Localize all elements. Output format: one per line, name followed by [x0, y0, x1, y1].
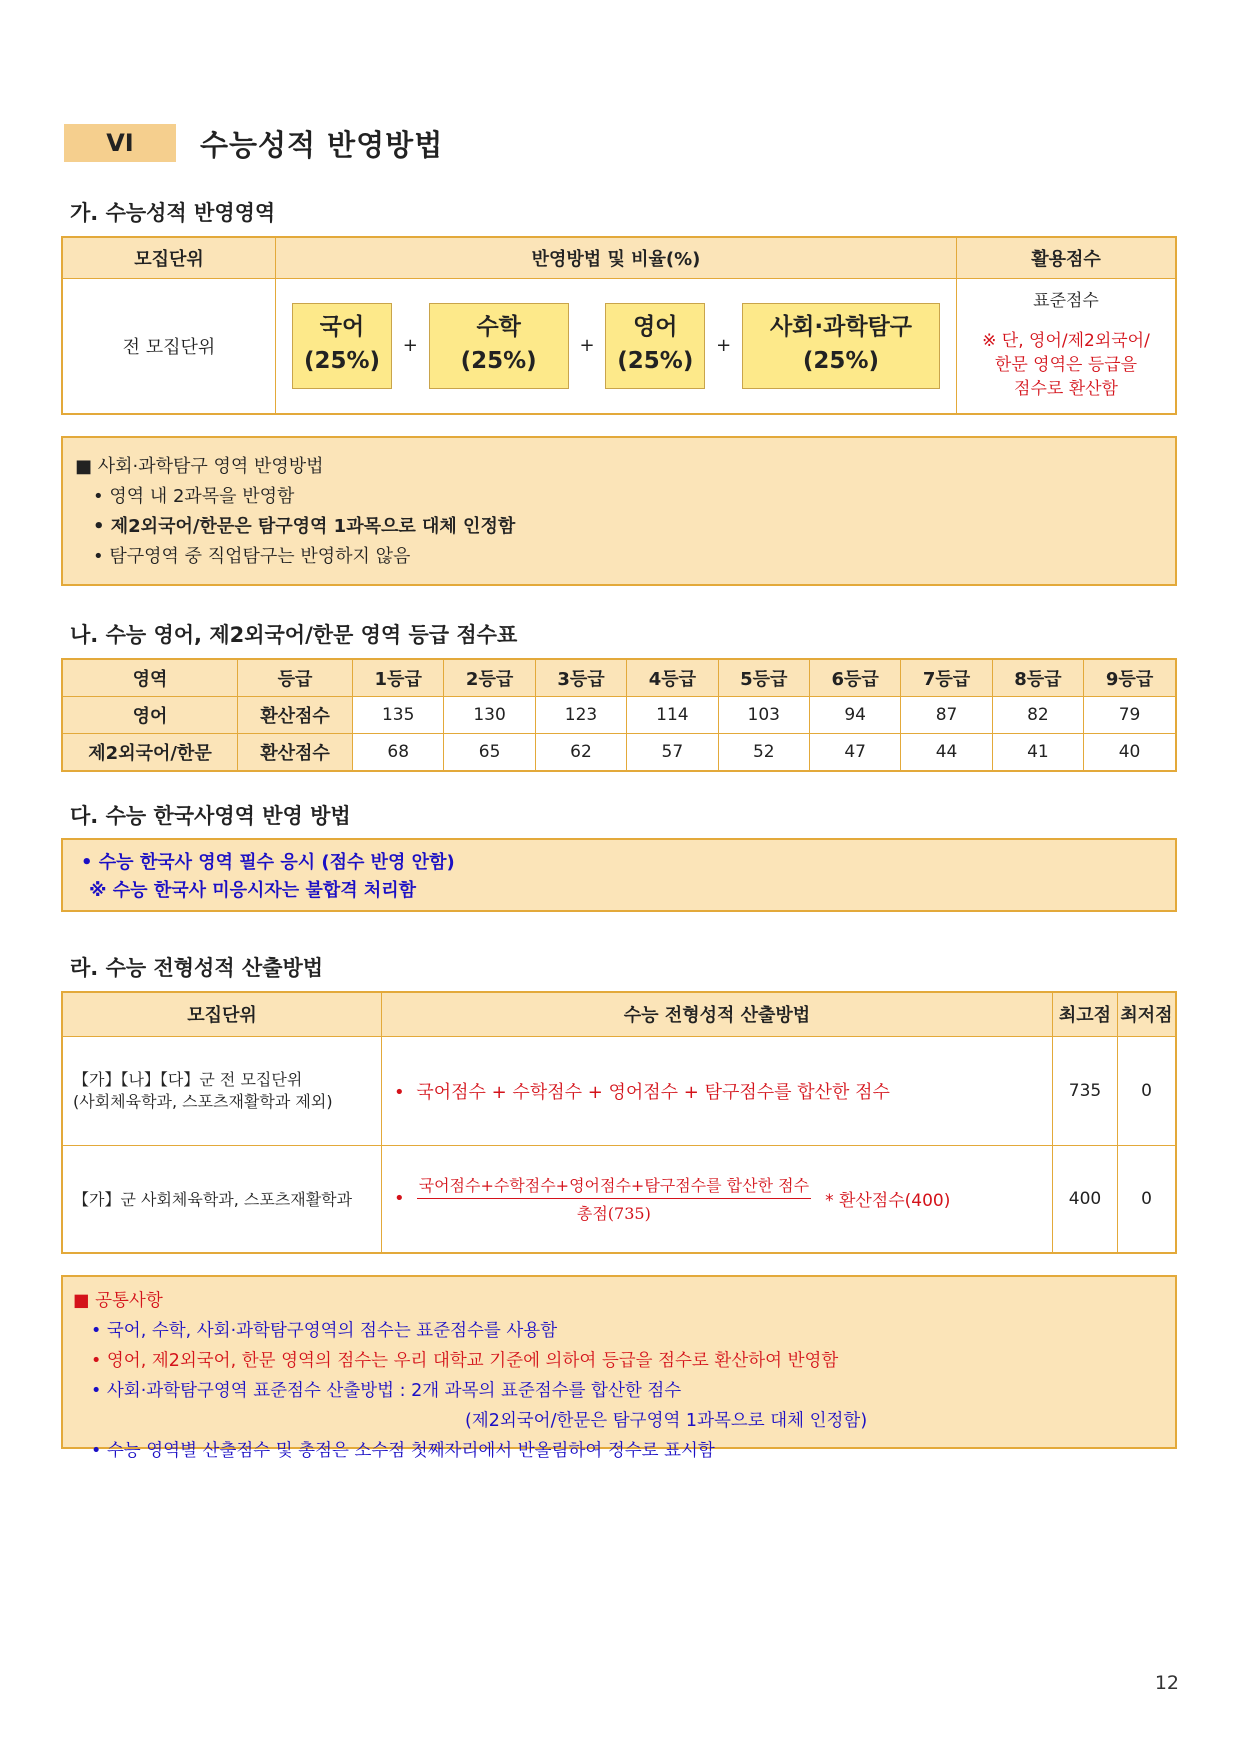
subject-inquiry [742, 303, 940, 389]
common-item: • 수능 영역별 산출점수 및 총점은 소수점 첫째자리에서 반올림하여 정수로 표시함 [91, 1441, 715, 1461]
score-value: 52 [718, 734, 809, 772]
grade-header: 영역 [62, 659, 238, 697]
grade-table [61, 658, 1177, 772]
grade-header: 2등급 [444, 659, 535, 697]
section-a-title: 가. 수능성적 반영영역 [70, 201, 276, 225]
score-value: 82 [992, 697, 1083, 734]
grade-header: 9등급 [1084, 659, 1176, 697]
subject-pct: (25%) [802, 347, 879, 374]
common-item: • 영어, 제2외국어, 한문 영역의 점수는 우리 대학교 기준에 의하여 등급을 점수로 환산하여 반영함 [91, 1351, 839, 1371]
inquiry-note-box [61, 436, 1177, 586]
plus-sign: + [579, 335, 595, 357]
method-cell [382, 1036, 1053, 1145]
subject-pct: (25%) [303, 347, 381, 374]
score-value: 87 [901, 697, 992, 734]
grade-header: 1등급 [353, 659, 444, 697]
chapter-number-box [64, 124, 176, 162]
score-value: 68 [353, 734, 444, 772]
score-value: 130 [444, 697, 535, 734]
method-cell [276, 278, 957, 414]
score-value: 47 [809, 734, 900, 772]
history-line: • 수능 한국사 영역 필수 응시 (점수 반영 안함) [81, 852, 455, 873]
calc-table [61, 991, 1177, 1254]
score-value: 94 [809, 697, 900, 734]
method-formula: 국어점수 + 수학점수 + 영어점수 + 탐구점수를 합산한 점수 [416, 1081, 890, 1103]
score-value: 62 [535, 734, 626, 772]
chapter-title: 수능성적 반영방법 [200, 128, 444, 162]
section-d-title: 라. 수능 전형성적 산출방법 [70, 956, 324, 980]
note-item: • 제2외국어/한문은 탐구영역 1과목으로 대체 인정함 [93, 516, 516, 537]
score-cell [957, 278, 1177, 414]
common-item: (제2외국어/한문은 탐구영역 1과목으로 대체 인정함) [465, 1411, 868, 1431]
grade-header: 5등급 [718, 659, 809, 697]
subject-name: 국어 [319, 313, 365, 340]
unit-line: 【가】【나】【다】군 전 모집단위 [73, 1069, 303, 1089]
subject-korean [292, 303, 392, 389]
grade-header: 등급 [238, 659, 353, 697]
row-area: 영어 [62, 697, 238, 734]
common-notes-box [61, 1275, 1177, 1461]
grade-header: 8등급 [992, 659, 1083, 697]
score-value: 57 [627, 734, 718, 772]
common-item: • 사회·과학탐구영역 표준점수 산출방법 : 2개 과목의 표준점수를 합산한 점수 [91, 1381, 682, 1401]
multiplier: * 환산점수(400) [825, 1191, 951, 1212]
bullet: • [394, 1081, 405, 1103]
min-score: 0 [1118, 1036, 1177, 1145]
plus-sign: + [716, 335, 732, 357]
history-line: ※ 수능 한국사 미응시자는 불합격 처리함 [89, 880, 417, 901]
table-row [62, 734, 1176, 772]
min-score: 0 [1118, 1145, 1177, 1253]
score-value: 114 [627, 697, 718, 734]
score-value: 103 [718, 697, 809, 734]
row-label: 환산점수 [238, 697, 353, 734]
grade-header: 4등급 [627, 659, 718, 697]
subject-name: 영어 [633, 313, 678, 340]
max-score: 735 [1053, 1036, 1118, 1145]
score-note-line: ※ 단, 영어/제2외국어/ [982, 330, 1150, 351]
subject-name: 사회·과학탐구 [769, 313, 912, 340]
subject-pct: (25%) [460, 347, 537, 374]
fraction-numerator: 국어점수+수학점수+영어점수+탐구점수를 합산한 점수 [417, 1173, 811, 1199]
table-row [62, 1145, 1176, 1253]
section-a-table [61, 236, 1177, 415]
grade-header: 3등급 [535, 659, 626, 697]
plus-sign: + [402, 335, 418, 357]
score-value: 41 [992, 734, 1083, 772]
fraction-denominator: 총점(735) [576, 1204, 651, 1224]
score-value: 123 [535, 697, 626, 734]
note-item: • 탐구영역 중 직업탐구는 반영하지 않음 [93, 546, 411, 567]
subject-name: 수학 [476, 313, 521, 340]
bullet: • [394, 1188, 405, 1210]
note-heading: ■ 사회·과학탐구 영역 반영방법 [75, 456, 324, 477]
subject-english [605, 303, 705, 389]
grade-header: 7등급 [901, 659, 992, 697]
col-header-unit: 모집단위 [62, 992, 382, 1036]
col-header-score: 활용점수 [957, 237, 1177, 278]
section-b-title: 나. 수능 영어, 제2외국어/한문 영역 등급 점수표 [70, 623, 518, 647]
chapter-number: VI [106, 129, 134, 157]
note-item: • 영역 내 2과목을 반영함 [93, 486, 295, 507]
col-header-method: 반영방법 및 비율(%) [276, 237, 957, 278]
unit-cell [62, 1036, 382, 1145]
max-score: 400 [1053, 1145, 1118, 1253]
common-heading-text: 공통사항 [95, 1291, 163, 1311]
col-header-max: 최고점 [1053, 992, 1118, 1036]
table-row [62, 697, 1176, 734]
page-number: 12 [1154, 1672, 1179, 1694]
score-value: 44 [901, 734, 992, 772]
section-c-title: 다. 수능 한국사영역 반영 방법 [70, 804, 351, 828]
col-header-min: 최저점 [1118, 992, 1177, 1036]
row-area: 제2외국어/한문 [62, 734, 238, 772]
common-heading [73, 1286, 1175, 1316]
col-header-method: 수능 전형성적 산출방법 [382, 992, 1053, 1036]
row-label: 환산점수 [238, 734, 353, 772]
subject-math [429, 303, 569, 389]
score-value: 40 [1084, 734, 1176, 772]
col-header-unit: 모집단위 [62, 237, 276, 278]
score-note-line: 점수로 환산함 [1014, 378, 1118, 399]
korean-history-note [61, 838, 1177, 912]
subject-pct: (25%) [617, 347, 694, 374]
score-value: 65 [444, 734, 535, 772]
score-type: 표준점수 [1033, 290, 1099, 311]
unit-cell: 전 모집단위 [62, 278, 276, 414]
square-icon: ■ [73, 1291, 90, 1311]
score-value: 79 [1084, 697, 1176, 734]
score-value: 135 [353, 697, 444, 734]
fraction [417, 1173, 811, 1224]
grade-header: 6등급 [809, 659, 900, 697]
common-item: • 국어, 수학, 사회·과학탐구영역의 점수는 표준점수를 사용함 [91, 1321, 558, 1341]
table-row [62, 1036, 1176, 1145]
unit-cell: 【가】군 사회체육학과, 스포츠재활학과 [62, 1145, 382, 1253]
unit-line: (사회체육학과, 스포츠재활학과 제외) [73, 1091, 333, 1111]
method-cell [382, 1145, 1053, 1253]
score-note-line: 한문 영역은 등급을 [994, 354, 1138, 375]
